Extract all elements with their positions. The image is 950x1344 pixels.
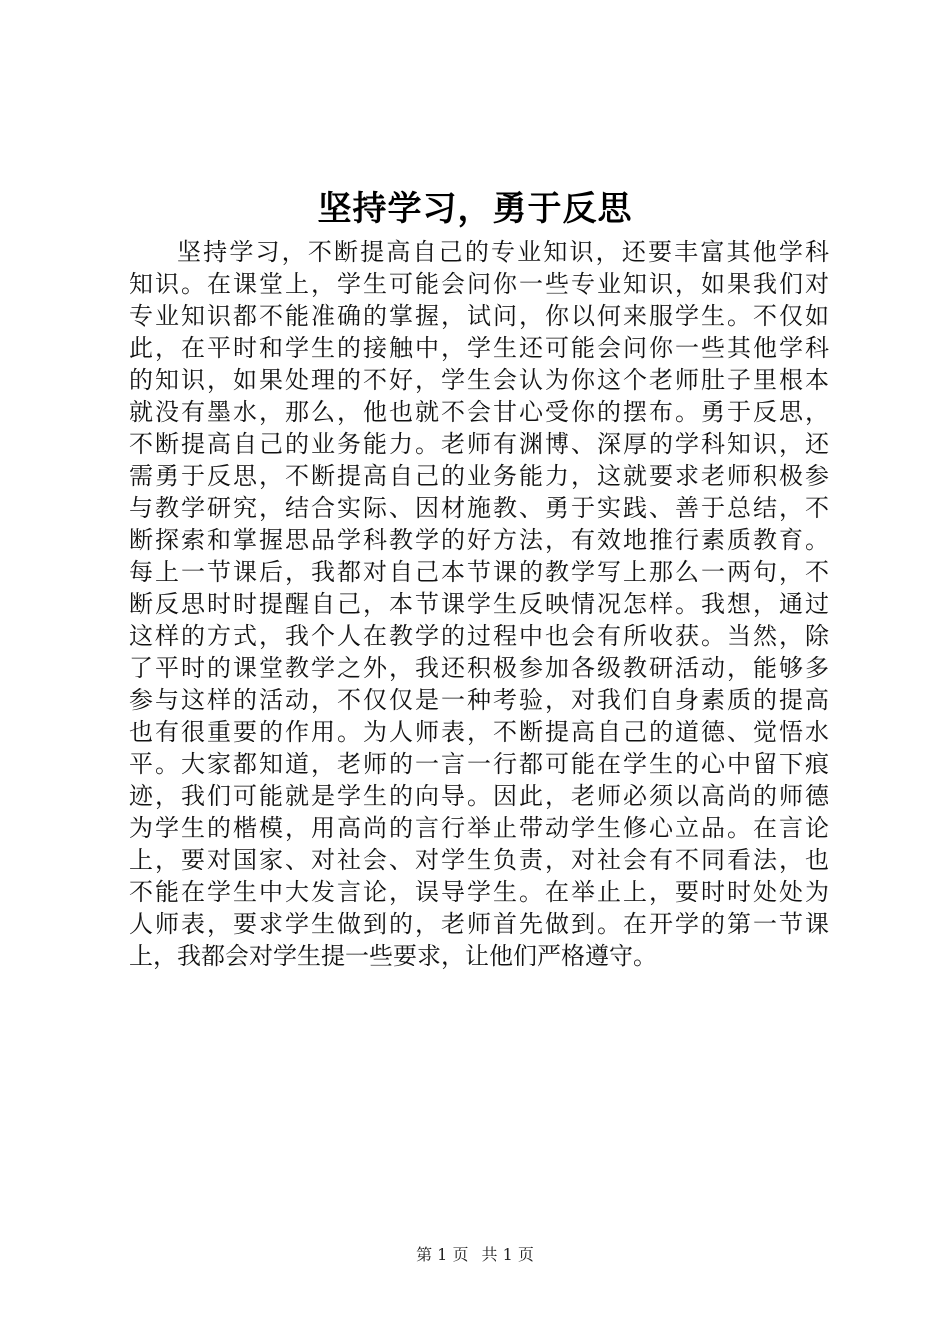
body-line: 与教学研究，结合实际、因材施教、勇于实践、善于总结，不: [129, 494, 829, 522]
body-line: 不断提高自己的业务能力。老师有渊博、深厚的学科知识，还: [129, 430, 829, 458]
body-line: 参与这样的活动，不仅仅是一种考验，对我们自身素质的提高: [129, 686, 829, 714]
body-line: 这样的方式，我个人在教学的过程中也会有所收获。当然，除: [129, 622, 829, 650]
body-line: 坚持学习，不断提高自己的专业知识，还要丰富其他学科: [177, 238, 829, 266]
body-line: 的知识，如果处理的不好，学生会认为你这个老师肚子里根本: [129, 366, 829, 394]
body-line: 为学生的楷模，用高尚的言行举止带动学生修心立品。在言论: [129, 814, 829, 842]
body-line: 需勇于反思，不断提高自己的业务能力，这就要求老师积极参: [129, 462, 829, 490]
body-line: 人师表，要求学生做到的，老师首先做到。在开学的第一节课: [129, 910, 829, 938]
body-line: 上，我都会对学生提一些要求，让他们严格遵守。: [129, 942, 657, 970]
body-line: 此，在平时和学生的接触中，学生还可能会问你一些其他学科: [129, 334, 829, 362]
body-line: 迹，我们可能就是学生的向导。因此，老师必须以高尚的师德: [129, 782, 829, 810]
body-line: 知识。在课堂上，学生可能会问你一些专业知识，如果我们对: [129, 270, 829, 298]
body-paragraph: [129, 236, 829, 972]
body-line: 就没有墨水，那么，他也就不会甘心受你的摆布。勇于反思，: [129, 398, 829, 426]
body-line: 断反思时时提醒自己，本节课学生反映情况怎样。我想，通过: [129, 590, 829, 618]
body-line: 了平时的课堂教学之外，我还积极参加各级教研活动，能够多: [129, 654, 829, 682]
document-title: 坚持学习，勇于反思: [317, 189, 633, 229]
body-line: 每上一节课后，我都对自己本节课的教学写上那么一两句，不: [129, 558, 829, 586]
body-line: 也有很重要的作用。为人师表，不断提高自己的道德、觉悟水: [129, 718, 829, 746]
body-line: 上，要对国家、对社会、对学生负责，对社会有不同看法，也: [129, 846, 829, 874]
body-line: 平。大家都知道，老师的一言一行都可能在学生的心中留下痕: [129, 750, 829, 778]
page-total: 共 1 页: [481, 1245, 534, 1264]
body-line: 不能在学生中大发言论，误导学生。在举止上，要时时处处为: [129, 878, 829, 906]
page-footer: [0, 1245, 950, 1265]
page-number: 第 1 页: [416, 1245, 469, 1264]
body-line: 断探索和掌握思品学科教学的好方法，有效地推行素质教育。: [129, 526, 829, 554]
body-line: 专业知识都不能准确的掌握，试问，你以何来服学生。不仅如: [129, 302, 829, 330]
document-body: [129, 236, 829, 972]
